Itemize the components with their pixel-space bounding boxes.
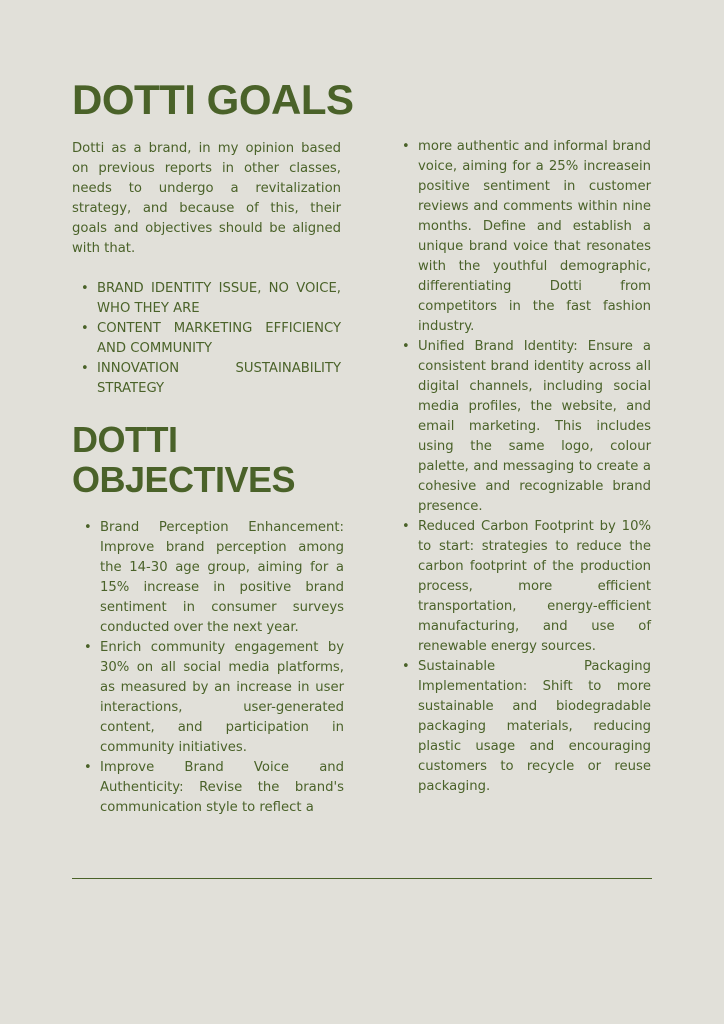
goals-item-text: BRAND IDENTITY ISSUE, NO VOICE, WHO THEY ARE [97,281,341,316]
goals-list [72,279,341,399]
goals-item-text: INNOVATION SUSTAINABILITY STRATEGY [97,361,341,396]
objective-item [402,137,651,337]
bullet-icon: • [402,659,410,674]
objective-text: Reduced Carbon Footprint by 10% to start: strategies to reduce the carbon footprint of the production process, more efficient transportation, energy-efficient manufacturing, and use of renewable energy sources. [418,519,651,654]
objectives-heading: DOTTI OBJECTIVES [72,419,296,500]
goals-list-item [81,319,341,359]
objective-item [84,638,344,758]
goals-list-item [81,279,341,319]
objective-item [402,657,651,797]
bullet-icon: • [81,321,89,336]
objective-text: more authentic and informal brand voice, aiming for a 25% increasein positive sentiment in customer reviews and comments within nine months. Define and establish a unique brand voice that resonates with the youthful demographic, differentiating Dotti from competitors in the fast fashion industry. [418,139,651,334]
bullet-icon: • [84,520,92,535]
goals-item-text: CONTENT MARKETING EFFICIENCY AND COMMUNITY [97,321,341,356]
bullet-icon: • [84,640,92,655]
goals-intro: Dotti as a brand, in my opinion based on previous reports in other classes, needs to undergo a revitalization strategy, and because of this, their goals and objectives should be aligned with that. [72,141,341,256]
objective-text: Brand Perception Enhancement: Improve brand perception among the 14-30 age group, aiming for a 15% increase in positive brand sentiment in consumer surveys conducted over the next year. [100,520,344,635]
bullet-icon: • [402,339,410,354]
objectives-list-left [84,518,344,818]
objective-text: Improve Brand Voice and Authenticity: Revise the brand's communication style to reflect a [100,760,344,815]
objective-text: Enrich community engagement by 30% on all social media platforms, as measured by an increase in user interactions, user-generated content, and participation in community initiatives. [100,640,344,755]
bullet-icon: • [84,760,92,775]
goals-list-item [81,359,341,399]
bullet-icon: • [402,139,410,154]
bullet-icon: • [402,519,410,534]
goals-section [72,139,341,399]
objective-text: Sustainable Packaging Implementation: Shift to more sustainable and biodegradable packaging materials, reducing plastic usage and encouraging customers to recycle or reuse packaging. [418,659,651,794]
bullet-icon: • [81,361,89,376]
objective-item [402,517,651,657]
objective-item [402,337,651,517]
footer-divider [72,878,652,879]
objective-item [84,518,344,638]
bullet-icon: • [81,281,89,296]
objective-text: Unified Brand Identity: Ensure a consistent brand identity across all digital channels, including social media profiles, the website, and email marketing. This includes using the same logo, colour palette, and messaging to create a cohesive and recognizable brand presence. [418,339,651,514]
objectives-list-right [400,137,651,797]
objectives-column-right [400,137,651,797]
goals-heading: DOTTI GOALS [72,76,354,123]
objective-item [84,758,344,818]
